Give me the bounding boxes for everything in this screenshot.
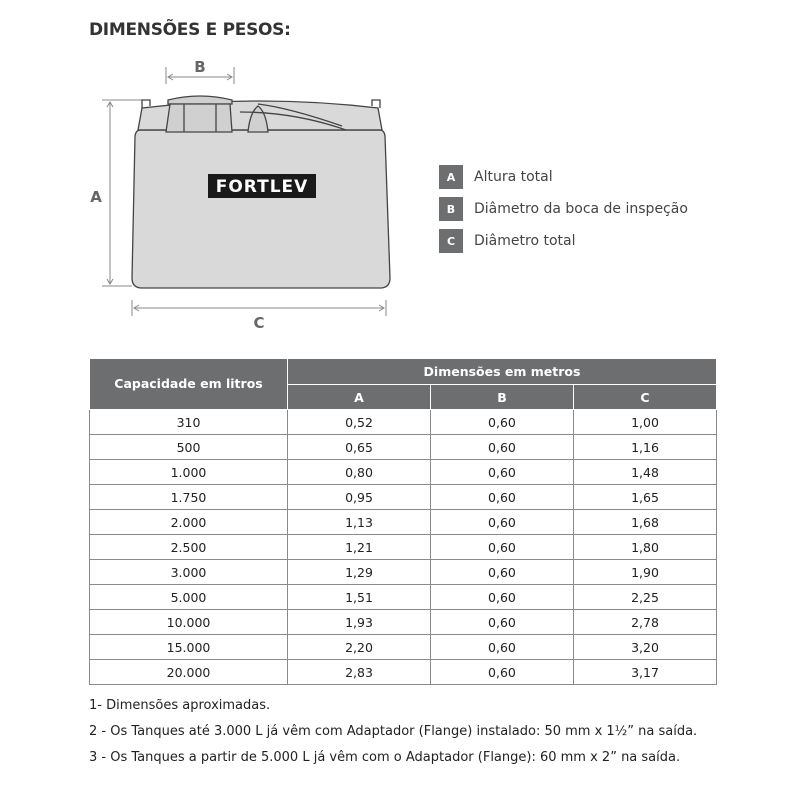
dimension-a-cell: 1,29 xyxy=(288,560,431,585)
dimension-c-cell: 2,25 xyxy=(573,585,716,610)
dimension-a-cell: 2,20 xyxy=(288,635,431,660)
dimension-b-cell: 0,60 xyxy=(430,535,573,560)
dimension-c-cell: 1,80 xyxy=(573,535,716,560)
label-b: B xyxy=(194,58,206,76)
footnote: 1- Dimensões aproximadas. xyxy=(89,698,271,713)
capacity-cell: 15.000 xyxy=(90,635,288,660)
table-body xyxy=(90,410,717,685)
dimension-c-cell: 1,00 xyxy=(573,410,716,435)
table-row xyxy=(90,410,717,435)
dimension-a-cell: 0,95 xyxy=(288,485,431,510)
capacity-cell: 500 xyxy=(90,435,288,460)
tank-diagram xyxy=(80,50,410,340)
footnote: 3 - Os Tanques a partir de 5.000 L já vêm com o Adaptador (Flange): 60 mm x 2” na saída. xyxy=(89,750,681,765)
legend-text: Diâmetro da boca de inspeção xyxy=(474,201,688,217)
legend-key: A xyxy=(439,165,463,189)
dimension-a-cell: 1,51 xyxy=(288,585,431,610)
dimension-c-cell: 1,16 xyxy=(573,435,716,460)
dimension-c-cell: 1,65 xyxy=(573,485,716,510)
dimension-a-cell: 2,83 xyxy=(288,660,431,685)
dimension-a-cell: 1,93 xyxy=(288,610,431,635)
dimension-b-cell: 0,60 xyxy=(430,410,573,435)
dimension-c-cell: 3,17 xyxy=(573,660,716,685)
legend-item xyxy=(439,229,688,253)
capacity-cell: 5.000 xyxy=(90,585,288,610)
legend xyxy=(439,165,688,261)
footnote: 2 - Os Tanques até 3.000 L já vêm com Adaptador (Flange) instalado: 50 mm x 1½” na saída. xyxy=(89,724,698,739)
dimension-a-cell: 0,52 xyxy=(288,410,431,435)
footnotes xyxy=(89,697,697,775)
column-b-header: B xyxy=(430,385,573,410)
legend-text: Diâmetro total xyxy=(474,233,576,249)
label-a: A xyxy=(90,188,102,206)
table-row xyxy=(90,660,717,685)
column-c-header: C xyxy=(573,385,716,410)
dimensions-table xyxy=(89,358,717,685)
dimension-b-cell: 0,60 xyxy=(430,635,573,660)
capacity-cell: 3.000 xyxy=(90,560,288,585)
dimension-b-cell: 0,60 xyxy=(430,460,573,485)
legend-item xyxy=(439,165,688,189)
dimension-b-cell: 0,60 xyxy=(430,610,573,635)
dimension-b-cell: 0,60 xyxy=(430,585,573,610)
capacity-cell: 2.500 xyxy=(90,535,288,560)
capacity-cell: 1.000 xyxy=(90,460,288,485)
label-c: C xyxy=(253,314,265,332)
dimension-b-cell: 0,60 xyxy=(430,435,573,460)
table-row xyxy=(90,460,717,485)
dimension-a-cell: 1,13 xyxy=(288,510,431,535)
capacity-cell: 10.000 xyxy=(90,610,288,635)
table-row xyxy=(90,535,717,560)
dimension-a-cell: 1,21 xyxy=(288,535,431,560)
table-row xyxy=(90,485,717,510)
capacity-cell: 2.000 xyxy=(90,510,288,535)
table-row xyxy=(90,610,717,635)
dimension-a-cell: 0,80 xyxy=(288,460,431,485)
dimension-c-cell: 1,68 xyxy=(573,510,716,535)
legend-key: B xyxy=(439,197,463,221)
brand-text: FORTLEV xyxy=(215,177,309,197)
brand-logo xyxy=(208,174,316,198)
legend-key: C xyxy=(439,229,463,253)
dimensions-group-header: Dimensões em metros xyxy=(288,359,717,385)
table-row xyxy=(90,585,717,610)
table-row xyxy=(90,635,717,660)
dimension-b-cell: 0,60 xyxy=(430,560,573,585)
dimension-b-cell: 0,60 xyxy=(430,485,573,510)
dimension-b-cell: 0,60 xyxy=(430,510,573,535)
table-row xyxy=(90,510,717,535)
dimension-c-cell: 1,48 xyxy=(573,460,716,485)
table-row xyxy=(90,435,717,460)
page-title: DIMENSÕES E PESOS: xyxy=(89,20,291,40)
table-row xyxy=(90,560,717,585)
dimension-c-cell: 3,20 xyxy=(573,635,716,660)
capacity-header: Capacidade em litros xyxy=(90,359,288,410)
capacity-cell: 310 xyxy=(90,410,288,435)
dimension-c-cell: 2,78 xyxy=(573,610,716,635)
capacity-cell: 1.750 xyxy=(90,485,288,510)
dimension-c-cell: 1,90 xyxy=(573,560,716,585)
legend-text: Altura total xyxy=(474,169,553,185)
column-a-header: A xyxy=(288,385,431,410)
legend-item xyxy=(439,197,688,221)
dimension-b-cell: 0,60 xyxy=(430,660,573,685)
capacity-cell: 20.000 xyxy=(90,660,288,685)
dimension-a-cell: 0,65 xyxy=(288,435,431,460)
